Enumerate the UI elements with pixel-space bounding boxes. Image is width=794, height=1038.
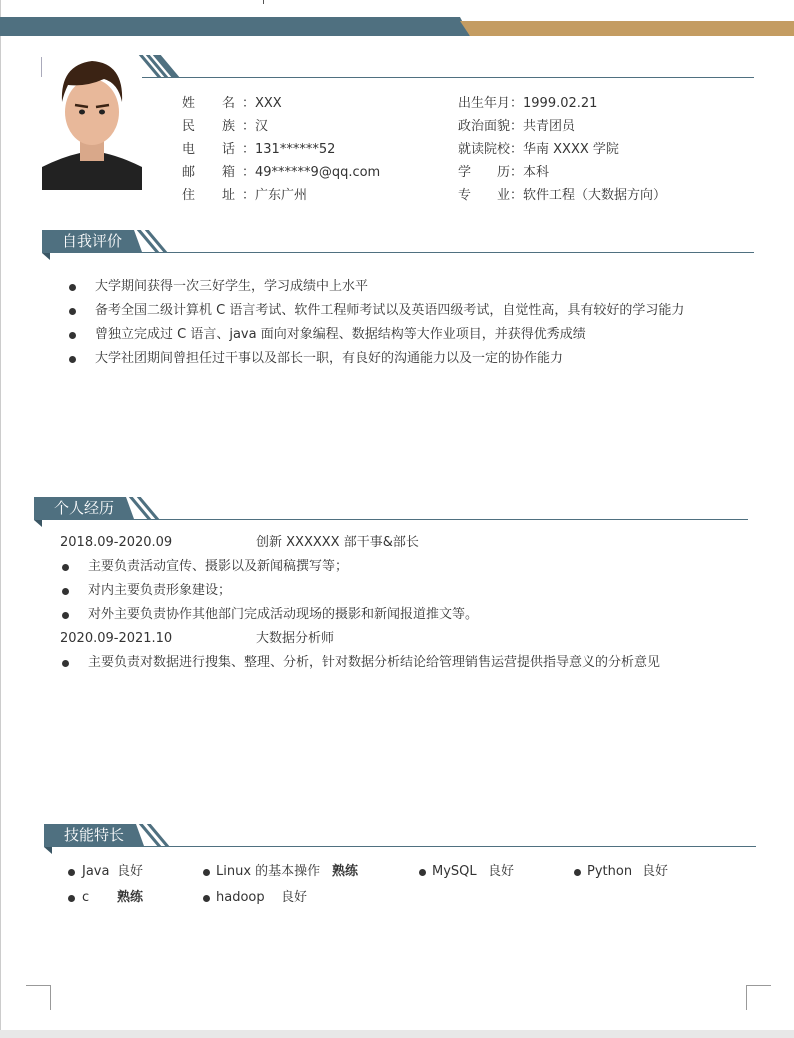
section-skills: [44, 824, 756, 846]
bullet-icon: [419, 869, 426, 876]
field-label: 住: [182, 188, 196, 203]
field-value: ：131******52: [242, 142, 336, 157]
skill-name: Python: [587, 864, 633, 879]
margin-corner-right: [746, 985, 771, 1010]
bullet-icon: [69, 308, 76, 315]
skill-name: c: [82, 890, 90, 905]
bullet-icon: [62, 588, 69, 595]
field-label: 就读院校: [458, 142, 511, 157]
list-item: 对内主要负责形象建设；: [88, 583, 232, 598]
skill-level: 良好: [488, 864, 515, 879]
section-self-eval: [42, 230, 754, 252]
list-item: 备考全国二级计算机 C 语言考试、软件工程师考试以及英语四级考试，自觉性高，具有较好的学习能力: [95, 303, 685, 318]
field-value: ：49******9@qq.com: [242, 165, 381, 180]
skill-name: Linux 的基本操作: [216, 864, 321, 879]
job-role: 创新 XXXXXX 部干事&部长: [256, 535, 419, 550]
field-value: ：XXX: [242, 96, 282, 111]
field-value: ：汉: [242, 119, 269, 134]
field-label: 政治面貌: [458, 119, 511, 134]
field-value: ：共青团员: [510, 119, 576, 134]
bullet-icon: [68, 895, 75, 902]
list-item: 对外主要负责协作其他部门完成活动现场的摄影和新闻报道推文等。: [88, 607, 479, 622]
bullet-icon: [62, 660, 69, 667]
job-period: 2020.09-2021.10: [60, 631, 173, 646]
bullet-icon: [203, 895, 210, 902]
section-title: 技能特长: [64, 826, 125, 844]
field-value: ：本科: [510, 165, 550, 180]
field-label: 出生年月: [458, 96, 511, 111]
field-label: 话: [222, 142, 236, 157]
avatar-photo: [42, 57, 142, 190]
field-label: 邮: [182, 165, 196, 180]
field-value: ：华南 XXXX 学院: [510, 142, 619, 157]
cursor-mark: [263, 0, 264, 4]
bullet-icon: [69, 356, 76, 363]
list-item: 大学社团期间曾担任过干事以及部长一职，有良好的沟通能力以及一定的协作能力: [95, 351, 564, 366]
list-item: 主要负责活动宣传、摄影以及新闻稿撰写等；: [88, 559, 349, 574]
page-left-edge: [0, 0, 1, 1030]
bullet-icon: [68, 869, 75, 876]
field-label: 学 历: [458, 165, 511, 180]
field-value: ：软件工程（大数据方向）: [510, 188, 667, 203]
skill-name: hadoop: [216, 890, 265, 905]
bullet-icon: [62, 612, 69, 619]
bullet-icon: [69, 332, 76, 339]
section-title: 个人经历: [54, 499, 115, 517]
list-item: 主要负责对数据进行搜集、整理、分析，针对数据分析结论给管理销售运营提供指导意义的分析意见: [88, 655, 661, 670]
field-value: ：广东广州: [242, 188, 308, 203]
section-experience: [34, 497, 748, 519]
skill-level: 熟练: [117, 890, 144, 905]
job-period: 2018.09-2020.09: [60, 535, 173, 550]
skill-name: Java: [82, 864, 110, 879]
skill-level: 熟练: [332, 864, 359, 879]
skill-level: 良好: [281, 890, 308, 905]
field-label: 姓: [182, 96, 196, 111]
field-label: 族: [222, 119, 236, 134]
skill-level: 良好: [642, 864, 669, 879]
field-label: 箱: [222, 165, 236, 180]
page-bottom-gap: [0, 1030, 794, 1038]
job-role: 大数据分析师: [256, 631, 335, 646]
margin-corner-left: [26, 985, 51, 1010]
field-label: 民: [182, 119, 196, 134]
list-item: 曾独立完成过 C 语言、java 面向对象编程、数据结构等大作业项目，并获得优秀成绩: [95, 327, 586, 342]
field-label: 址: [222, 188, 236, 203]
section-title: 自我评价: [62, 232, 123, 250]
bullet-icon: [62, 564, 69, 571]
skill-name: MySQL: [432, 864, 477, 879]
field-label: 名: [222, 96, 236, 111]
bullet-icon: [574, 869, 581, 876]
list-item: 大学期间获得一次三好学生，学习成绩中上水平: [95, 279, 369, 294]
field-label: 电: [182, 142, 196, 157]
field-value: ：1999.02.21: [510, 96, 598, 111]
header-gold-bar: [460, 21, 794, 36]
header-blue-bar: [0, 17, 470, 36]
skill-level: 良好: [117, 864, 144, 879]
field-label: 专 业: [458, 188, 511, 203]
bullet-icon: [203, 869, 210, 876]
photo-frame-line: [41, 57, 42, 77]
info-header: [142, 55, 754, 77]
bullet-icon: [69, 284, 76, 291]
